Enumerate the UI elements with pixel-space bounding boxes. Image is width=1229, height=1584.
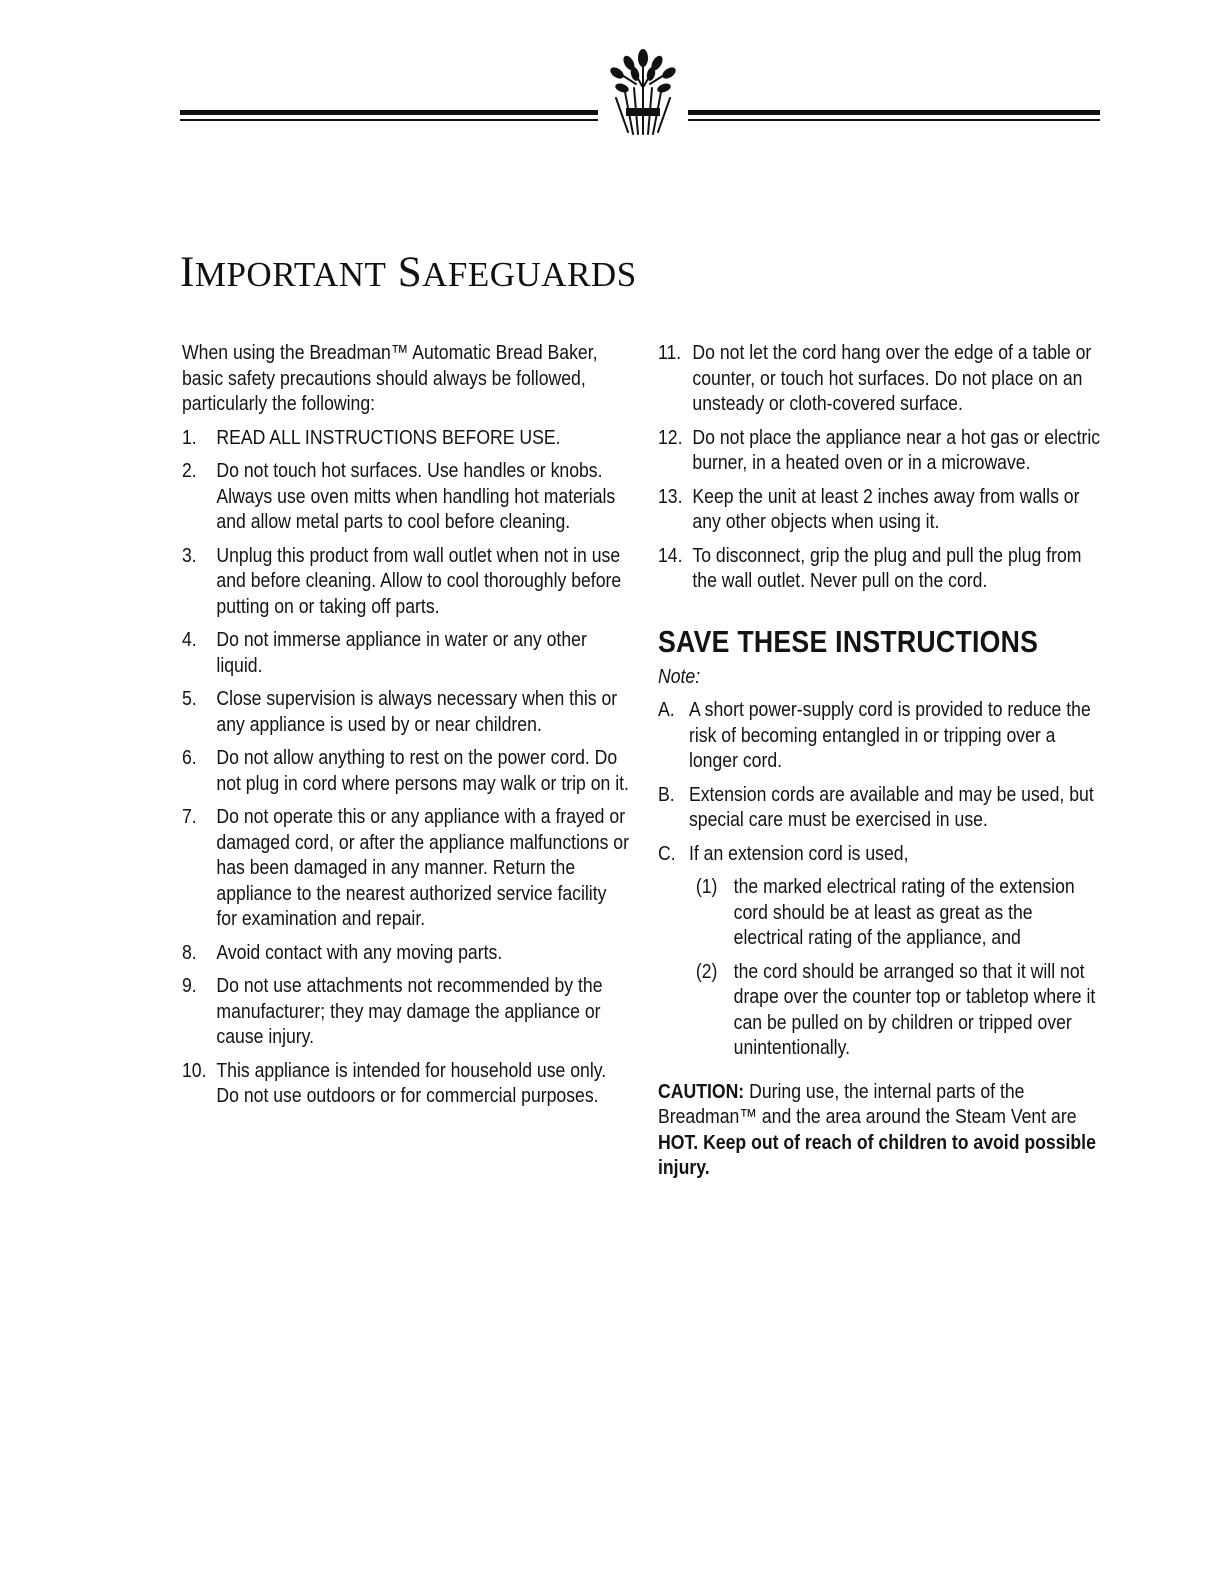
list-item: 8. Avoid contact with any moving parts.	[182, 940, 503, 964]
caution-warning: Keep out of reach of children to avoid possible injury.	[658, 1130, 1096, 1179]
caution-hot: HOT.	[658, 1130, 699, 1154]
left-column	[182, 340, 629, 1117]
note-item: A. A short power-supply cord is provided to reduce the risk of becoming entangled in or tripping over a longer cord.	[658, 698, 1091, 772]
right-column	[658, 340, 1105, 1189]
page-title: IMPORTANT SAFEGUARDS	[180, 249, 637, 296]
list-item: 1. READ ALL INSTRUCTIONS BEFORE USE.	[182, 425, 561, 449]
note-label: Note:	[658, 664, 701, 688]
list-item: 7. Do not operate this or any appliance with a frayed or damaged cord, or after the appliance malfunctions or has been damaged in any manner. Return the appliance to the nearest authorized service facility for examination and repair.	[182, 805, 629, 930]
sub-note-item: (2) the cord should be arranged so that it will not drape over the counter top or tabletop where it can be pulled on by children or tripped over unintentionally.	[695, 959, 1096, 1059]
list-item: 3. Unplug this product from wall outlet when not in use and before cleaning. Allow to cool thoroughly before putting on or taking off parts.	[182, 543, 622, 618]
note-item: C. If an extension cord is used,	[658, 841, 909, 865]
list-item: 2. Do not touch hot surfaces. Use handles or knobs. Always use oven mitts when handling hot materials and allow metal parts to cool before cleaning.	[182, 459, 616, 533]
intro-paragraph: When using the Breadman™ Automatic Bread Baker, basic safety precautions should always be followed, particularly the following:	[182, 341, 598, 415]
list-item: 10. This appliance is intended for household use only. Do not use outdoors or for commercial purposes.	[182, 1058, 607, 1107]
list-item: 11. Do not let the cord hang over the edge of a table or counter, or touch hot surfaces. Do not place on an unsteady or cloth-covered surface.	[658, 341, 1092, 415]
list-item: 6. Do not allow anything to rest on the power cord. Do not plug in cord where persons may walk or trip on it.	[182, 746, 629, 795]
list-item: 14. To disconnect, grip the plug and pull the plug from the wall outlet. Never pull on the cord.	[658, 543, 1082, 592]
caution-paragraph	[658, 1079, 1105, 1181]
list-item: 5. Close supervision is always necessary when this or any appliance is used by or near children.	[182, 687, 618, 736]
save-instructions-heading: SAVE THESE INSTRUCTIONS	[658, 623, 1039, 659]
list-item: 9. Do not use attachments not recommended by the manufacturer; they may damage the appliance or cause injury.	[182, 974, 603, 1048]
list-item: 12. Do not place the appliance near a hot gas or electric burner, in a heated oven or in a microwave.	[658, 425, 1101, 474]
sub-note-item: (1) the marked electrical rating of the extension cord should be at least as great as the electrical rating of the appliance, and	[695, 875, 1075, 949]
note-item: B. Extension cords are available and may be used, but special care must be exercised in use.	[658, 782, 1094, 831]
wheat-sheaf-icon	[598, 46, 688, 138]
caution-label: CAUTION:	[658, 1079, 745, 1103]
caution-text: During use, the internal parts of the Breadman™ and the area around the Steam Vent are	[658, 1079, 1077, 1128]
list-item: 4. Do not immerse appliance in water or any other liquid.	[182, 628, 587, 677]
list-item: 13. Keep the unit at least 2 inches away from walls or any other objects when using it.	[658, 484, 1080, 533]
